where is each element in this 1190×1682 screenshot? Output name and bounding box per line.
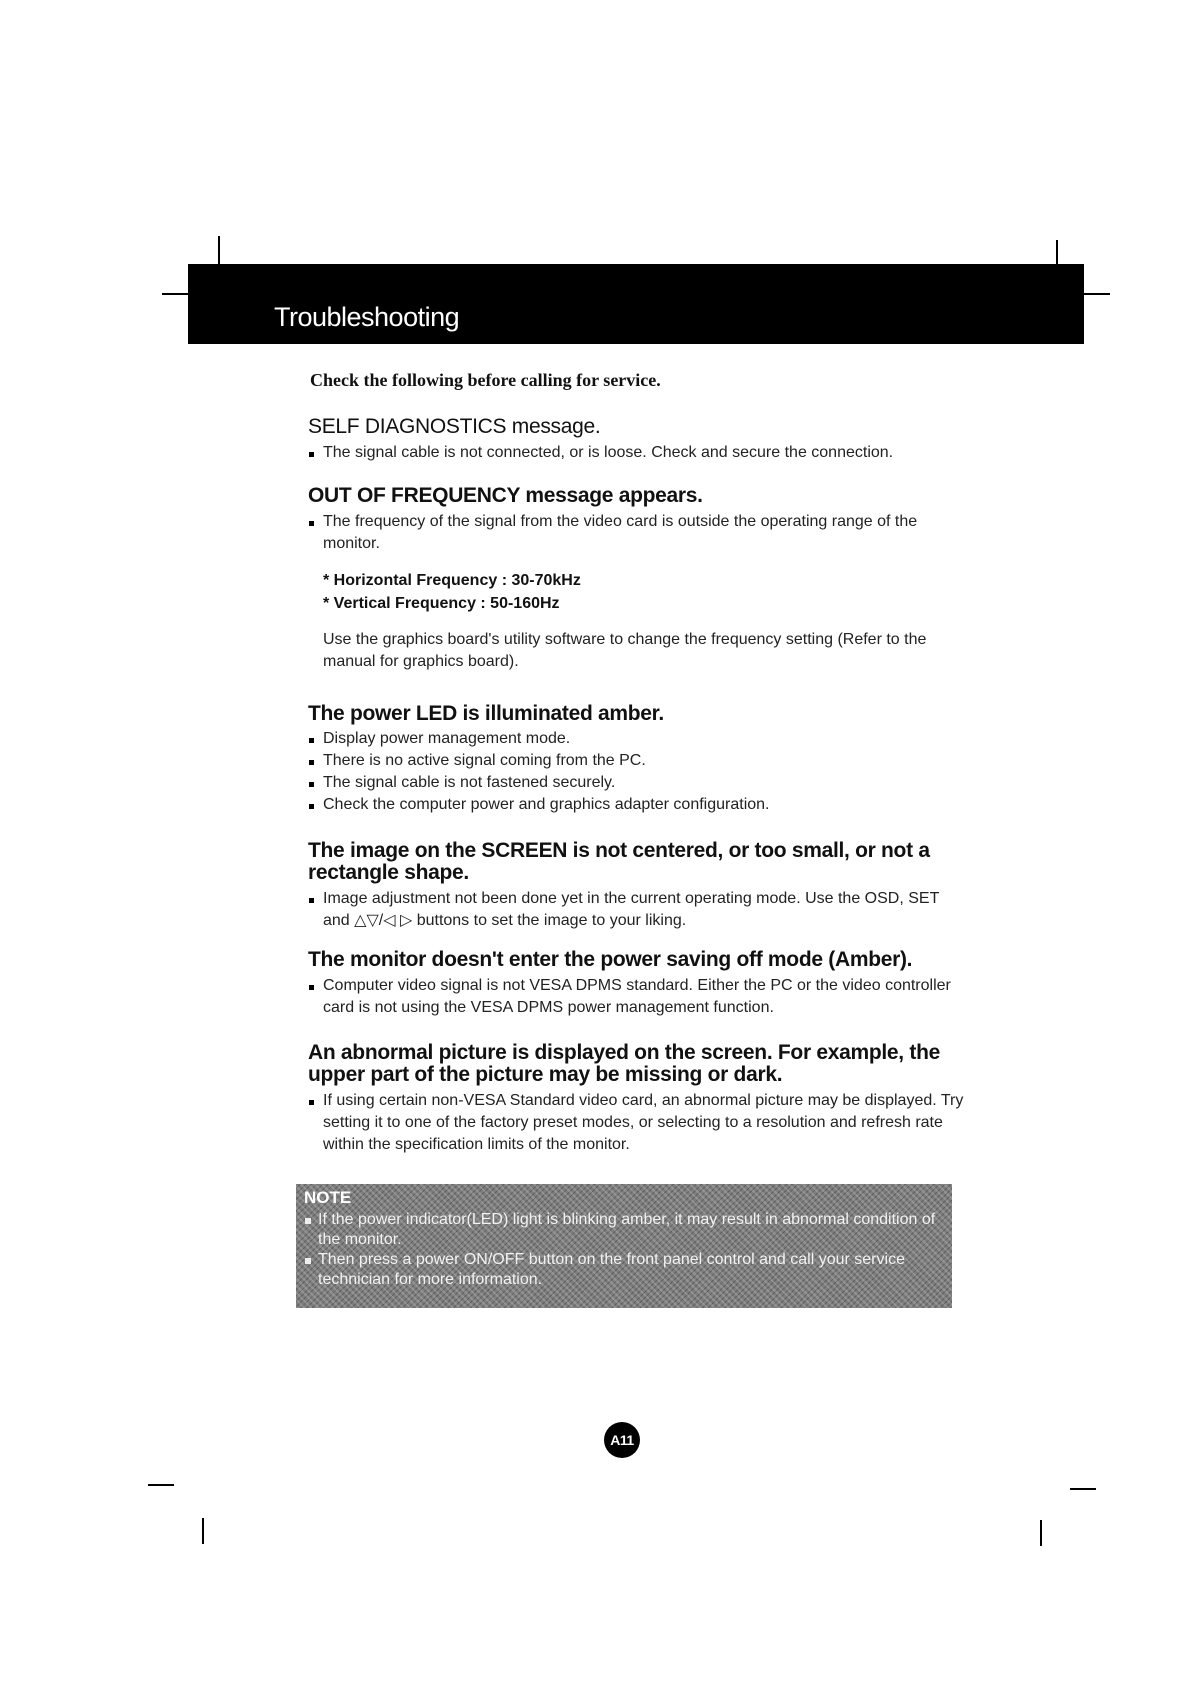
crop-mark — [202, 1518, 204, 1544]
header-banner — [188, 264, 1084, 344]
vertical-frequency: * Vertical Frequency : 50-160Hz — [323, 595, 560, 612]
bullet-item: The signal cable is not connected, or is loose. Check and secure the connection. — [308, 442, 968, 464]
section-power-saving — [308, 949, 968, 1019]
horizontal-frequency: * Horizontal Frequency : 30-70kHz — [323, 572, 581, 589]
section-heading: The image on the SCREEN is not centered, or too small, or not a rectangle shape. — [308, 839, 930, 884]
section-heading: SELF DIAGNOSTICS message. — [308, 415, 601, 438]
section-out-of-frequency — [308, 485, 968, 673]
bullet-item: The signal cable is not fastened securely. — [308, 772, 968, 794]
section-abnormal-picture — [308, 1042, 968, 1156]
section-heading: The monitor doesn't enter the power saving off mode (Amber). — [308, 948, 913, 971]
bullet-item: The frequency of the signal from the video card is outside the operating range of the monitor. — [308, 511, 968, 555]
note-box — [296, 1184, 952, 1308]
note-item: If the power indicator(LED) light is blinking amber, it may result in abnormal condition of the monitor. — [304, 1210, 944, 1250]
page-number: A11 — [604, 1422, 640, 1458]
section-image-not-centered — [308, 840, 968, 932]
section-power-led — [308, 703, 968, 816]
note-item: Then press a power ON/OFF button on the front panel control and call your service technician for more information. — [304, 1250, 944, 1290]
section-heading: An abnormal picture is displayed on the screen. For example, the upper part of the picture may be missing or dark. — [308, 1041, 940, 1086]
section-heading: OUT OF FREQUENCY message appears. — [308, 484, 703, 507]
crop-mark — [1056, 240, 1058, 266]
frequency-advice: Use the graphics board's utility software to change the frequency setting (Refer to the manual for graphics board). — [323, 631, 927, 670]
bullet-item: Image adjustment not been done yet in the current operating mode. Use the OSD, SET and △▽/◁ ▷ buttons to set the image to your liking. — [308, 888, 968, 932]
crop-mark — [218, 236, 220, 266]
crop-mark — [1040, 1520, 1042, 1546]
crop-mark — [148, 1484, 174, 1486]
section-self-diagnostics — [308, 416, 968, 464]
bullet-item: Computer video signal is not VESA DPMS standard. Either the PC or the video controller card is not using the VESA DPMS power management function. — [308, 975, 968, 1019]
bullet-item: There is no active signal coming from the PC. — [308, 750, 968, 772]
crop-mark — [1070, 1488, 1096, 1490]
page-title: Troubleshooting — [274, 302, 460, 332]
intro-text: Check the following before calling for service. — [310, 370, 661, 390]
bullet-item: If using certain non-VESA Standard video card, an abnormal picture may be displayed. Try setting it to one of the factory preset modes, or selecting to a resolution and refresh rate within the specification limits of the monitor. — [308, 1090, 968, 1156]
section-heading: The power LED is illuminated amber. — [308, 702, 664, 725]
crop-mark — [1084, 293, 1110, 295]
bullet-item: Display power management mode. — [308, 728, 968, 750]
note-title: NOTE — [304, 1188, 352, 1207]
bullet-item: Check the computer power and graphics adapter configuration. — [308, 794, 968, 816]
crop-mark — [162, 293, 188, 295]
